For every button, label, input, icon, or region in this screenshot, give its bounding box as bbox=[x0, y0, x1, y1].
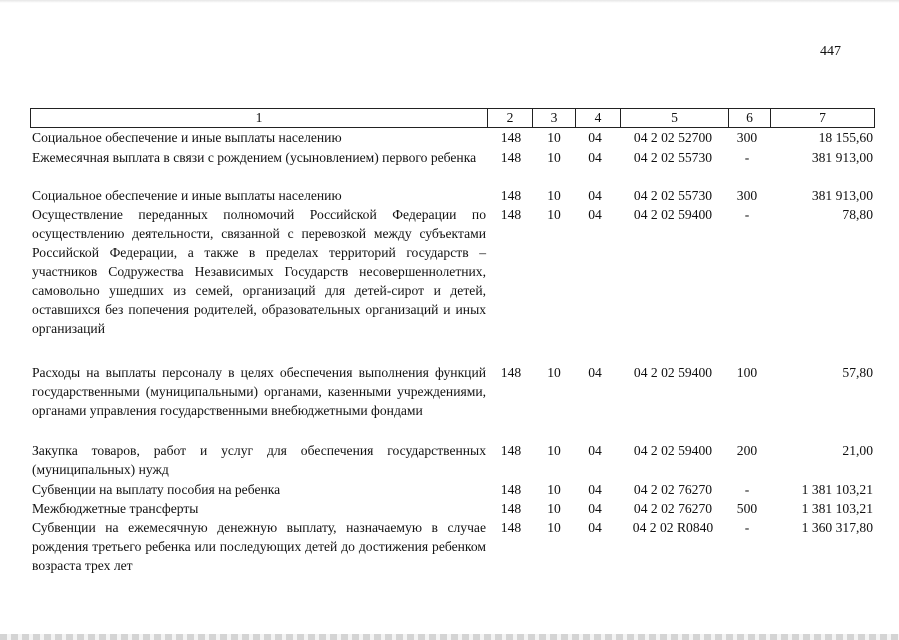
row-amount: 21,00 bbox=[842, 443, 873, 458]
row-amount: 381 913,00 bbox=[811, 150, 873, 165]
row-col-6: - bbox=[744, 150, 750, 165]
row-col-2: 148 bbox=[500, 188, 522, 203]
header-col-1: 1 bbox=[255, 110, 263, 125]
row-description: Межбюджетные трансферты bbox=[32, 501, 199, 516]
header-col-5: 5 bbox=[620, 109, 728, 127]
row-col-4: 04 bbox=[588, 365, 602, 380]
row-description: Социальное обеспечение и иные выплаты населению bbox=[32, 188, 342, 203]
row-col-2: 148 bbox=[500, 482, 522, 497]
row-col-5: 04 2 02 76270 bbox=[633, 501, 713, 516]
row-description: Осуществление переданных полномочий Российской Федерации по осуществлению деятельности, связанной с перевозкой между субъектами Российской Федерации, а также в пределах территорий государств – участников Содружества Независимых Государств несовершеннолетних, самовольно ушедших из семей, организаций для детей-сирот и детей, оставшихся без попечения родителей, образовательных организаций и иных организаций bbox=[32, 207, 486, 336]
row-col-3: 10 bbox=[547, 443, 561, 458]
row-col-4: 04 bbox=[588, 150, 602, 165]
header-col-6: 6 bbox=[728, 109, 770, 127]
row-col-3: 10 bbox=[547, 365, 561, 380]
row-col-2: 148 bbox=[500, 150, 522, 165]
row-col-3: 10 bbox=[547, 130, 561, 145]
row-col-6: 300 bbox=[736, 188, 758, 203]
row-col-4: 04 bbox=[588, 130, 602, 145]
row-col-5: 04 2 02 59400 bbox=[633, 365, 713, 380]
row-col-2: 148 bbox=[500, 443, 522, 458]
row-col-5: 04 2 02 55730 bbox=[633, 188, 713, 203]
row-col-5: 04 2 02 55730 bbox=[633, 150, 713, 165]
header-col-2: 2 bbox=[487, 109, 532, 127]
row-col-5: 04 2 02 52700 bbox=[633, 130, 713, 145]
table-header-row bbox=[30, 108, 875, 128]
row-description: Расходы на выплаты персоналу в целях обеспечения выполнения функций государственными (муниципальными) органами, казенными учреждениями, органами управления государственными внебюджетными фондами bbox=[32, 365, 486, 418]
row-col-4: 04 bbox=[588, 443, 602, 458]
row-amount: 1 381 103,21 bbox=[801, 501, 873, 516]
row-col-4: 04 bbox=[588, 207, 602, 222]
row-amount: 1 381 103,21 bbox=[801, 482, 873, 497]
row-description: Субвенции на выплату пособия на ребенка bbox=[32, 482, 281, 497]
row-col-6: - bbox=[744, 482, 750, 497]
row-col-6: 500 bbox=[736, 501, 758, 516]
row-col-6: 300 bbox=[736, 130, 758, 145]
row-col-3: 10 bbox=[547, 188, 561, 203]
row-col-4: 04 bbox=[588, 482, 602, 497]
header-col-4: 4 bbox=[575, 109, 620, 127]
row-col-3: 10 bbox=[547, 150, 561, 165]
row-amount: 57,80 bbox=[842, 365, 873, 380]
row-col-3: 10 bbox=[547, 482, 561, 497]
row-col-5: 04 2 02 76270 bbox=[633, 482, 713, 497]
row-description: Ежемесячная выплата в связи с рождением (усыновлением) первого ребенка bbox=[32, 150, 477, 165]
row-col-6: - bbox=[744, 520, 750, 535]
row-col-3: 10 bbox=[547, 520, 561, 535]
row-col-2: 148 bbox=[500, 365, 522, 380]
row-col-6: 200 bbox=[736, 443, 758, 458]
row-description: Субвенции на ежемесячную денежную выплату, назначаемую в случае рождения третьего ребенка или последующих детей до достижения ребенком возраста трех лет bbox=[32, 520, 486, 573]
row-col-5: 04 2 02 59400 bbox=[633, 443, 713, 458]
row-col-3: 10 bbox=[547, 501, 561, 516]
header-col-3: 3 bbox=[532, 109, 575, 127]
row-col-6: - bbox=[744, 207, 750, 222]
row-col-2: 148 bbox=[500, 501, 522, 516]
row-col-2: 148 bbox=[500, 520, 522, 535]
row-description: Социальное обеспечение и иные выплаты населению bbox=[32, 130, 342, 145]
scan-top-edge bbox=[0, 0, 899, 3]
row-description: Закупка товаров, работ и услуг для обеспечения государственных (муниципальных) нужд bbox=[32, 443, 486, 477]
scan-bottom-edge bbox=[0, 634, 899, 640]
row-col-4: 04 bbox=[588, 520, 602, 535]
row-col-6: 100 bbox=[736, 365, 758, 380]
row-col-2: 148 bbox=[500, 207, 522, 222]
row-amount: 78,80 bbox=[842, 207, 873, 222]
row-col-3: 10 bbox=[547, 207, 561, 222]
header-col-7: 7 bbox=[770, 109, 874, 127]
page-number: 447 bbox=[820, 44, 841, 59]
row-col-4: 04 bbox=[588, 501, 602, 516]
row-col-5: 04 2 02 R0840 bbox=[632, 520, 714, 535]
row-amount: 1 360 317,80 bbox=[801, 520, 873, 535]
row-amount: 18 155,60 bbox=[818, 130, 873, 145]
row-col-4: 04 bbox=[588, 188, 602, 203]
row-col-2: 148 bbox=[500, 130, 522, 145]
row-amount: 381 913,00 bbox=[811, 188, 873, 203]
row-col-5: 04 2 02 59400 bbox=[633, 207, 713, 222]
